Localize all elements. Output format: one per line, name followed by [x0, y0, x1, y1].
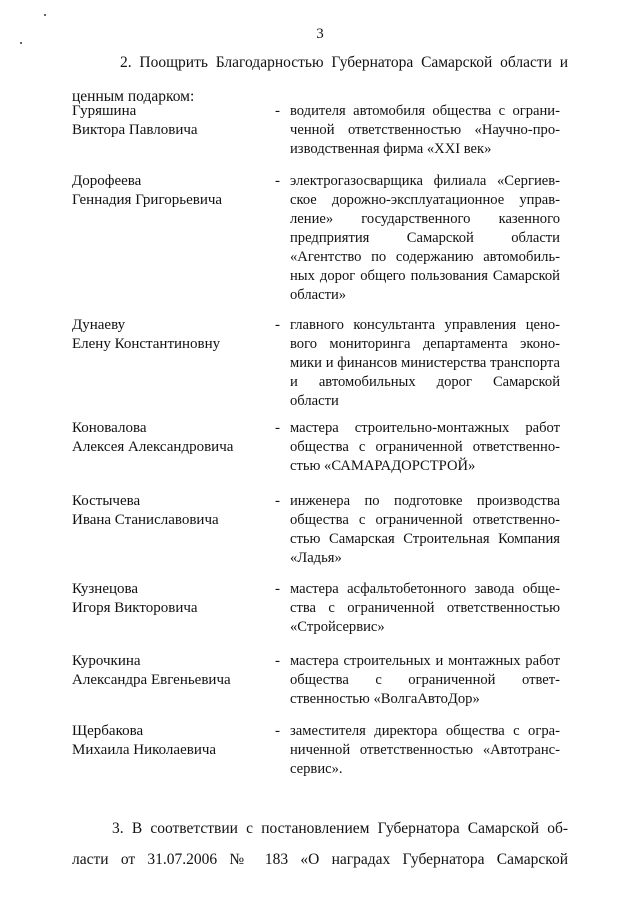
entry-dash: -	[275, 493, 280, 509]
recipient-name	[72, 580, 262, 618]
paragraph-3	[72, 818, 568, 870]
recipient-name	[72, 722, 262, 760]
recipient-position: инженера по подготовке производства общества с ограниченной ответственностью Самарская Строительная Компания «Ладья»	[290, 493, 560, 566]
entry-dash: -	[275, 420, 280, 436]
recipient-position: мастера строительных и монтажных работ общества с ограниченной ответственностью «ВолгаАвтоДор»	[290, 653, 560, 707]
recipient-surname: Гуряшина	[72, 103, 137, 119]
recipient-name	[72, 316, 262, 354]
recipient-given-name: Михаила Николаевича	[72, 742, 217, 758]
page-number: 3	[316, 26, 324, 42]
recipient-name	[72, 419, 262, 457]
recipient-position: заместителя директора общества с ограниченной ответственностью «Автотранссервис».	[290, 723, 560, 777]
recipient-surname: Дорофеева	[72, 173, 142, 189]
recipient-surname: Щербакова	[72, 723, 144, 739]
recipient-position: водителя автомобиля общества с ограниченной ответственностью «Научно-производственная фирма «XXI век»	[290, 103, 560, 157]
recipient-given-name: Ивана Станиславовича	[72, 512, 219, 528]
recipient-given-name: Александра Евгеньевича	[72, 672, 231, 688]
entry-dash: -	[275, 103, 280, 119]
recipient-surname: Курочкина	[72, 653, 141, 669]
recipient-position: мастера строительно-монтажных работ общества с ограниченной ответственностью «САМАРАДОРСТРОЙ»	[290, 420, 560, 474]
paragraph-2-line-1: 2. Поощрить Благодарностью Губернатора Самарской области и	[120, 54, 568, 71]
recipient-surname: Кузнецова	[72, 581, 139, 597]
recipient-position: электрогазосварщика филиала «Сергиевское дорожно-эксплуатационное управление» государственного казенного предприятия Самарской области «Агентство по содержанию автомобильных дорог общего пользования Самарской области»	[290, 173, 560, 303]
recipient-name	[72, 652, 262, 690]
recipient-name	[72, 492, 262, 530]
recipient-position: мастера асфальтобетонного завода общества с ограниченной ответственностью «Стройсервис»	[290, 581, 560, 635]
recipient-given-name: Алексея Александровича	[72, 439, 234, 455]
recipient-given-name: Геннадия Григорьевича	[72, 192, 223, 208]
entry-dash: -	[275, 653, 280, 669]
entry-dash: -	[275, 723, 280, 739]
paragraph-3-line-1: 3. В соответствии с постановлением Губернатора Самарской об-	[112, 820, 568, 837]
recipient-name	[72, 172, 262, 210]
entry-dash: -	[275, 173, 280, 189]
recipient-given-name: Елену Константиновну	[72, 336, 221, 352]
entry-dash: -	[275, 317, 280, 333]
paragraph-2-line-2: ценным подарком:	[72, 88, 195, 105]
paragraph-3-line-2: ласти от 31.07.2006 № 183 «О наградах Губернатора Самарской	[72, 851, 568, 868]
recipient-surname: Костычева	[72, 493, 141, 509]
recipient-surname: Дунаеву	[72, 317, 126, 333]
recipient-given-name: Виктора Павловича	[72, 122, 198, 138]
recipient-name	[72, 102, 262, 140]
entry-dash: -	[275, 581, 280, 597]
recipient-position: главного консультанта управления ценового мониторинга департамента экономики и финансов министерства транспорта и автомобильных дорог Самарской области	[290, 317, 560, 409]
recipient-given-name: Игоря Викторовича	[72, 600, 198, 616]
recipient-surname: Коновалова	[72, 420, 147, 436]
